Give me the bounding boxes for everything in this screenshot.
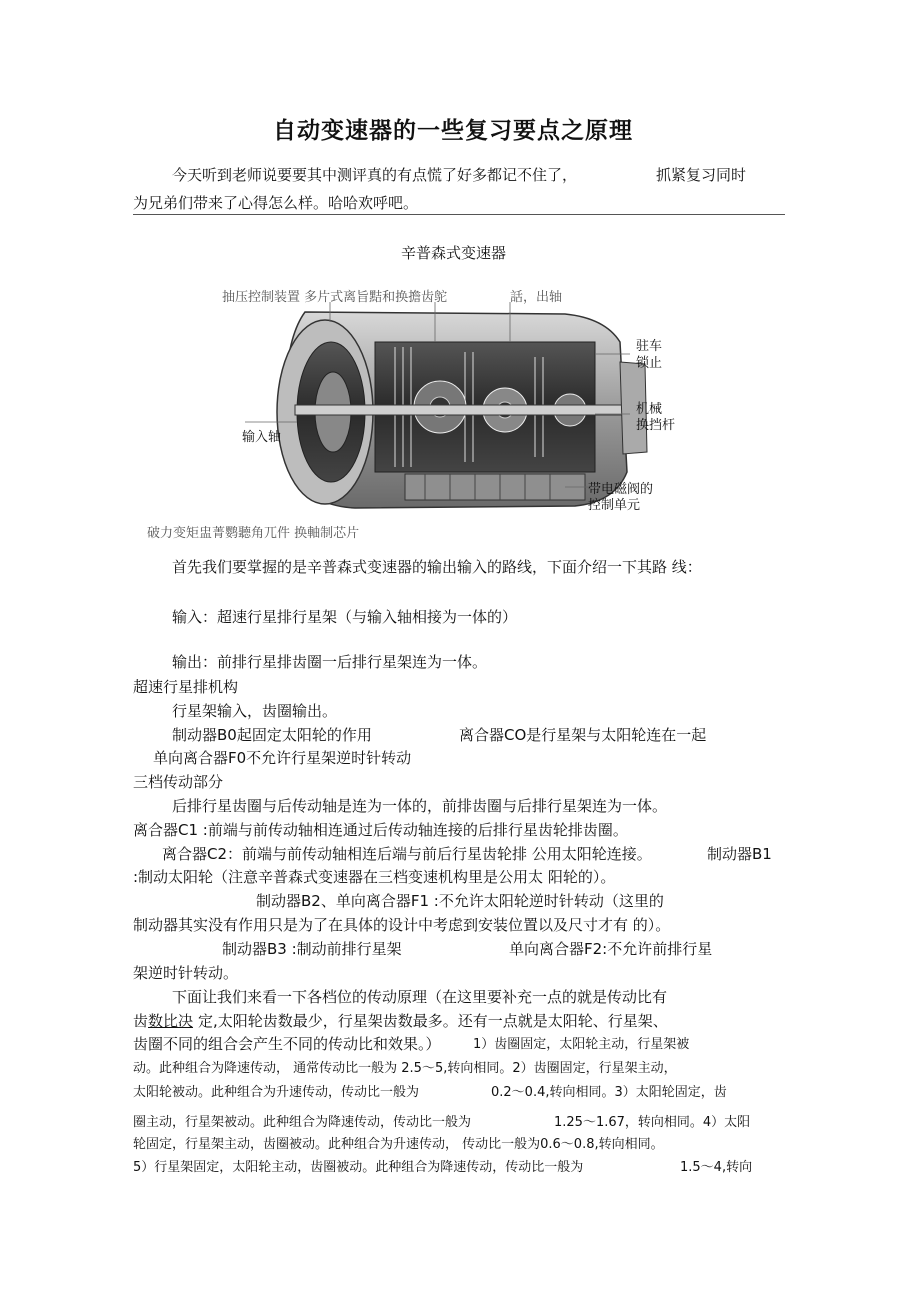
figure-bottom-caption: 破力变矩盅菁鹦聽角兀件 换軸制芯片 [147, 526, 360, 541]
ratio-line-1: 下面让我们来看一下各档位的传动原理（在这里要补充一点的就是传动比有 [172, 988, 668, 1006]
ratio-line-6a: 圈主动，行星架被动。此种组合为降速传动，传动比一般为 [133, 1115, 472, 1130]
ratio-line-2a: 齿 [133, 1012, 149, 1030]
three-line-3b: 制动器B1 [707, 845, 772, 863]
od-line-2a: 制动器B0起固定太阳轮的作用 [172, 726, 372, 744]
body-p1: 首先我们要掌握的是辛普森式变速器的输出输入的路线，下面介绍一下其路 线： [172, 558, 702, 576]
label-manual-lever-1: 机械 [636, 402, 663, 417]
three-line-8: 架逆时针转动。 [133, 964, 239, 982]
body-input: 输入：超速行星排行星架（与输入轴相接为一体的） [172, 608, 518, 626]
header-divider [133, 214, 785, 215]
page-title: 自动变速器的一些复习要点之原理 [273, 118, 633, 144]
three-line-3a: 离合器C2：前端与前传动轴相连后端与前后行星齿轮排 公用太阳轮连接。 [162, 845, 652, 863]
label-control-unit-2: 控制单元 [588, 498, 641, 513]
three-line-6: 制动器其实没有作用只是为了在具体的设计中考虑到安装位置以及尺寸才有 的）。 [133, 916, 671, 934]
od-line-1: 行星架输入，齿圈输出。 [172, 702, 338, 720]
ratio-line-5a: 太阳轮被动。此种组合为升速传动，传动比一般为 [133, 1085, 420, 1100]
ratio-line-7: 轮固定，行星架主动，齿圈被动。此种组合为升速传动， 传动比一般为0.6～0.8,转向相同。 [133, 1137, 664, 1152]
ratio-line-3a: 齿圈不同的组合会产生不同的传动比和效果。） [133, 1035, 441, 1053]
figure-top-caption-b: 話，出轴 [510, 290, 563, 305]
od-line-2b: 离合器CO是行星架与太阳轮连在一起 [459, 726, 707, 744]
label-parking-lock-1: 驻车 [636, 339, 663, 354]
heading-three-speed: 三档传动部分 [133, 773, 224, 791]
label-input-shaft: 输入轴 [242, 430, 282, 445]
ratio-line-5b: 0.2～0.4,转向相同。3）太阳轮固定，齿 [491, 1085, 727, 1100]
label-manual-lever-2: 换挡杆 [636, 418, 676, 433]
three-line-7b: 单向离合器F2:不允许前排行星 [509, 940, 713, 958]
od-line-3: 单向离合器F0不允许行星架逆时针转动 [153, 749, 412, 767]
heading-overdrive: 超速行星排机构 [133, 678, 239, 696]
three-line-4: :制动太阳轮（注意辛普森式变速器在三档变速机构里是公用太 阳轮的）。 [133, 868, 616, 886]
label-control-unit-1: 带电磁阀的 [588, 482, 654, 497]
figure-heading: 辛普森式变速器 [401, 244, 507, 262]
ratio-line-4: 动。此种组合为降速传动， 通常传动比一般为 2.5～5,转向相同。2）齿圈固定，行星架主动， [133, 1061, 677, 1076]
three-line-7a: 制动器B3 :制动前排行星架 [222, 940, 402, 958]
ratio-line-8b: 1.5～4,转向 [680, 1160, 753, 1175]
ratio-line-6b: 1.25～1.67，转向相同。4）太阳 [554, 1115, 751, 1130]
three-line-5: 制动器B2、单向离合器F1 :不允许太阳轮逆时针转动（这里的 [256, 892, 664, 910]
body-output: 输出：前排行星排齿圈一后排行星架连为一体。 [172, 653, 488, 671]
figure-top-caption-a: 抽压控制装置 多片式离旨黠和换擔齿鸵 [222, 290, 448, 305]
ratio-line-3b: 1）齿圈固定，太阳轮主动，行星架被 [473, 1037, 690, 1052]
intro-line-2: 为兄弟们带来了心得怎么样。哈哈欢呼吧。 [133, 194, 419, 212]
ratio-line-2b: 数比决 [148, 1012, 194, 1030]
intro-line-1b: 抓紧复习同时 [656, 166, 747, 184]
ratio-line-2c: 定,太阳轮齿数最少，行星架齿数最多。还有一点就是太阳轮、行星架、 [198, 1012, 668, 1030]
intro-line-1a: 今天听到老师说要要其中测评真的有点慌了好多都记不住了， [172, 166, 578, 184]
ratio-line-8a: 5）行星架固定，太阳轮主动，齿圈被动。此种组合为降速传动，传动比一般为 [133, 1160, 584, 1175]
label-parking-lock-2: 锁止 [636, 356, 663, 371]
three-line-2: 离合器C1 :前端与前传动轴相连通过后传动轴连接的后排行星齿轮排齿圈。 [133, 821, 628, 839]
three-line-1: 后排行星齿圈与后传动轴是连为一体的，前排齿圈与后排行星架连为一体。 [172, 797, 668, 815]
